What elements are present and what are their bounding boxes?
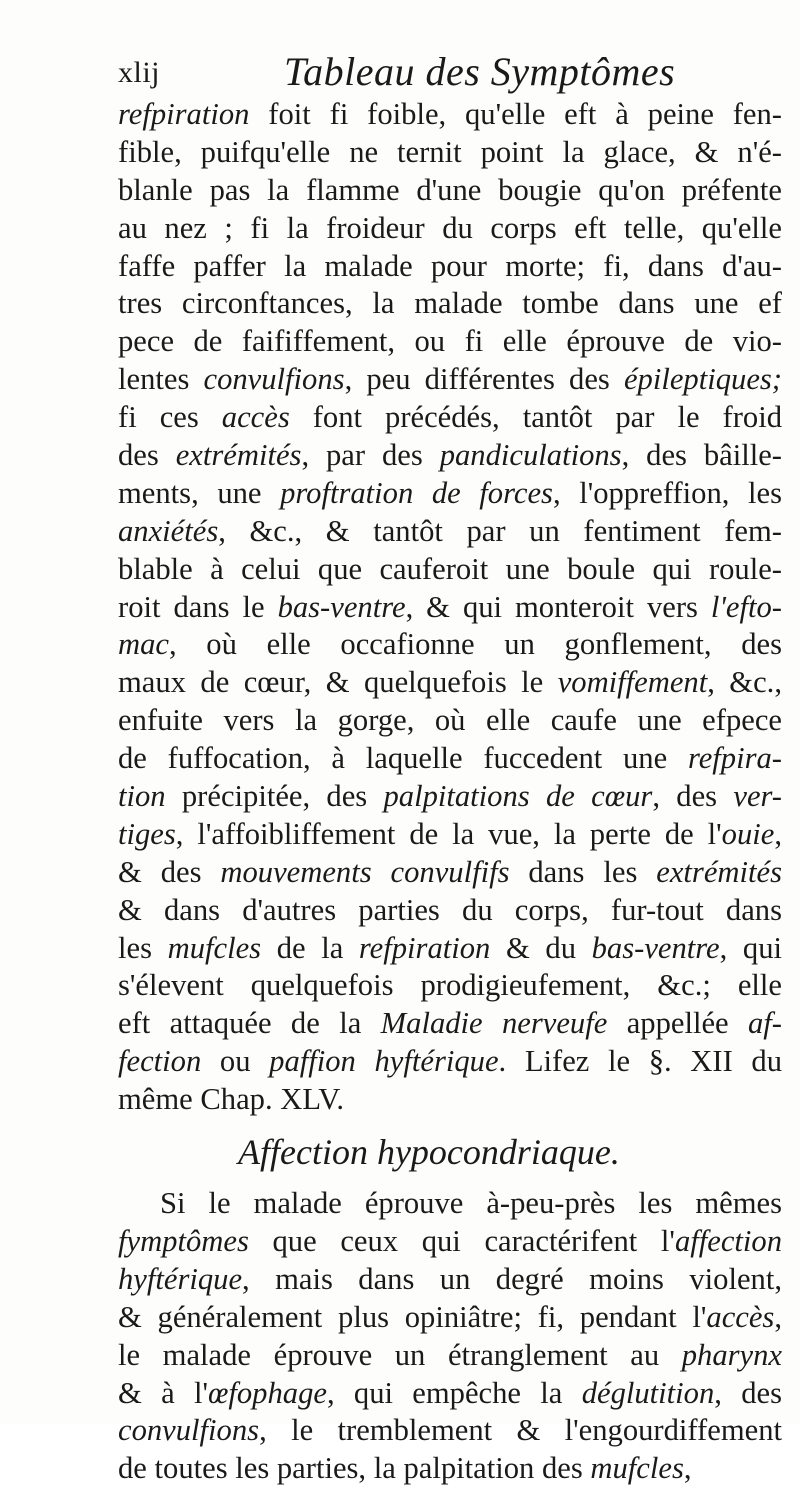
italic-term: mouvements convulfifs [220, 854, 510, 889]
text-run: Affection hypocondriaque. [238, 1132, 620, 1173]
text-run: fi ces [118, 400, 222, 435]
text-run: , [774, 816, 782, 851]
text-run: , & qui monteroit vers [405, 589, 711, 624]
italic-term: Maladie nerveufe [380, 1006, 608, 1041]
text-run: , des [652, 779, 734, 814]
text-run: blable à celui que cauferoit une boule qui roule- [118, 551, 782, 586]
text-line [118, 210, 782, 248]
italic-term: convulfions [118, 1413, 260, 1448]
text-line [118, 1005, 782, 1043]
text-run: même Chap. XLV. [118, 1082, 345, 1117]
body-text [118, 96, 782, 1488]
page-number: xlij [118, 56, 161, 89]
text-run: & des [118, 854, 221, 889]
text-run: dans les [509, 854, 657, 889]
italic-term: refpiration [358, 930, 491, 965]
text-line [118, 816, 782, 854]
text-line [118, 513, 782, 551]
italic-term: tion [118, 779, 166, 814]
text-run: & du [490, 930, 592, 965]
italic-term: l'efto- [710, 589, 782, 624]
text-line [118, 589, 782, 627]
text-run: eft attaquée de la [118, 1006, 381, 1041]
text-run: , qui [719, 930, 782, 965]
text-line [118, 854, 782, 892]
text-run: , des [714, 1375, 782, 1410]
text-line [118, 1375, 782, 1413]
text-line [118, 248, 782, 286]
text-run: ments, une [118, 475, 281, 510]
text-run: , [683, 1451, 692, 1486]
text-run: foit fi foible, qu'elle eft à peine fen- [249, 97, 782, 131]
text-run: . Lifez le §. XII du [498, 1044, 782, 1079]
text-line [118, 172, 782, 210]
italic-term: extrémités [175, 438, 302, 473]
text-line [118, 551, 782, 589]
italic-term: mac [118, 627, 169, 662]
text-run: , par des [301, 438, 440, 473]
text-run: , où elle occafionne un gonflement, des [168, 627, 782, 662]
text-run: & à l' [118, 1375, 208, 1410]
text-run: , &c., [707, 665, 782, 700]
text-run: , [774, 1299, 782, 1334]
italic-term: extrémités [656, 854, 782, 889]
text-run: pece de faififfement, ou fi elle éprouve de vio- [118, 324, 782, 359]
page-header [118, 44, 778, 104]
text-run: , mais dans un degré moins violent, [242, 1261, 782, 1296]
text-line [118, 1043, 782, 1081]
text-line [118, 626, 782, 664]
text-run: & généralement plus opiniâtre; fi, pendant l' [118, 1299, 707, 1334]
text-run: de la [261, 930, 359, 965]
text-run: font précédés, tantôt par le froid [289, 400, 782, 435]
italic-term: mufcles [167, 930, 262, 965]
italic-term: pandiculations [439, 438, 622, 473]
text-run: , des bâille- [621, 438, 782, 473]
text-line [118, 664, 782, 702]
text-line [118, 930, 782, 968]
italic-term: tiges [118, 816, 176, 851]
text-line [118, 96, 782, 134]
text-line [118, 778, 782, 816]
text-run: maux de cœur, & quelquefois le [118, 665, 558, 700]
italic-term: ver- [733, 779, 782, 814]
text-run: roit dans le [118, 589, 278, 624]
text-run: des [118, 438, 176, 473]
text-line [118, 1337, 782, 1375]
text-run: , l'oppreffion, les [552, 475, 782, 510]
text-run: , &c., & tantôt par un fentiment fem- [218, 513, 782, 548]
italic-term: hyftérique [118, 1261, 243, 1296]
italic-term: refpira- [687, 741, 782, 776]
text-run: appellée [607, 1006, 748, 1041]
text-line [118, 1223, 782, 1261]
text-line [118, 1081, 782, 1119]
text-line [118, 1450, 782, 1488]
text-run: au nez ; fi la froideur du corps eft telle, qu'elle [118, 210, 782, 245]
italic-term: bas-ventre [277, 589, 406, 624]
italic-term: af- [747, 1006, 782, 1041]
italic-term: accès [706, 1299, 775, 1334]
text-line [118, 892, 782, 930]
text-line [118, 323, 782, 361]
text-run: les [118, 930, 168, 965]
italic-term: paffion hyftérique [269, 1044, 499, 1079]
italic-term: œfophage [207, 1375, 327, 1410]
italic-term: palpitations de cœur [383, 779, 653, 814]
text-run: tres circonftances, la malade tombe dans une ef [118, 286, 782, 321]
italic-term: mufcles [590, 1451, 684, 1486]
text-run: de toutes les parties, la palpitation des [118, 1451, 591, 1486]
text-line [118, 1299, 782, 1337]
text-run: enfuite vers la gorge, où elle caufe une efpece [118, 703, 782, 738]
text-run: , l'affoibliffement de la vue, la perte de l' [175, 816, 722, 851]
text-line [118, 1412, 782, 1450]
italic-term: pharynx [681, 1337, 782, 1372]
italic-term: fymptômes [118, 1223, 249, 1258]
italic-term: refpiration [118, 97, 250, 131]
running-title: Tableau des Symptômes [284, 49, 676, 94]
text-run: , le tremblement & l'engourdiffement [259, 1413, 782, 1448]
text-run: Si le malade éprouve à-peu-près les mêmes [160, 1186, 782, 1221]
text-run: le malade éprouve un étranglement au [118, 1337, 682, 1372]
text-line [118, 134, 782, 172]
text-run: fible, puifqu'elle ne ternit point la glace, & n'é- [118, 134, 782, 169]
text-line [118, 1185, 782, 1223]
section-heading [118, 1119, 782, 1185]
text-line [118, 702, 782, 740]
text-line [118, 285, 782, 323]
text-run: que ceux qui caractérifent l' [248, 1223, 675, 1258]
italic-term: anxiétés [118, 513, 219, 548]
text-line [118, 1261, 782, 1299]
text-run: , qui empêche la [326, 1375, 582, 1410]
text-run: & dans d'autres parties du corps, fur-tout dans [118, 892, 782, 927]
text-line [118, 740, 782, 778]
italic-term: accès [221, 400, 290, 435]
text-line [118, 399, 782, 437]
italic-term: déglutition [581, 1375, 715, 1410]
text-run: , peu différentes des [344, 362, 624, 397]
text-run: lentes [118, 362, 204, 397]
text-run: blanle pas la flamme d'une bougie qu'on préfente [118, 172, 782, 207]
italic-term: convulfions [203, 362, 345, 397]
italic-term: bas-ventre [591, 930, 720, 965]
text-run: de fuffocation, à laquelle fuccedent une [118, 741, 688, 776]
italic-term: fection [118, 1044, 202, 1079]
text-line [118, 967, 782, 1005]
text-run: précipitée, des [165, 779, 384, 814]
text-run: s'élevent quelquefois prodigieufement, &c.; elle [118, 968, 782, 1003]
text-run: faffe paffer la malade pour morte; fi, dans d'au- [118, 248, 782, 283]
italic-term: vomiffement [557, 665, 708, 700]
text-line [118, 437, 782, 475]
text-line [118, 361, 782, 399]
italic-term: ouie [721, 816, 775, 851]
italic-term: affection [674, 1223, 782, 1258]
italic-term: proftration de forces [280, 475, 553, 510]
text-run: ou [201, 1044, 270, 1079]
italic-term: épileptiques; [623, 362, 782, 397]
text-line [118, 475, 782, 513]
